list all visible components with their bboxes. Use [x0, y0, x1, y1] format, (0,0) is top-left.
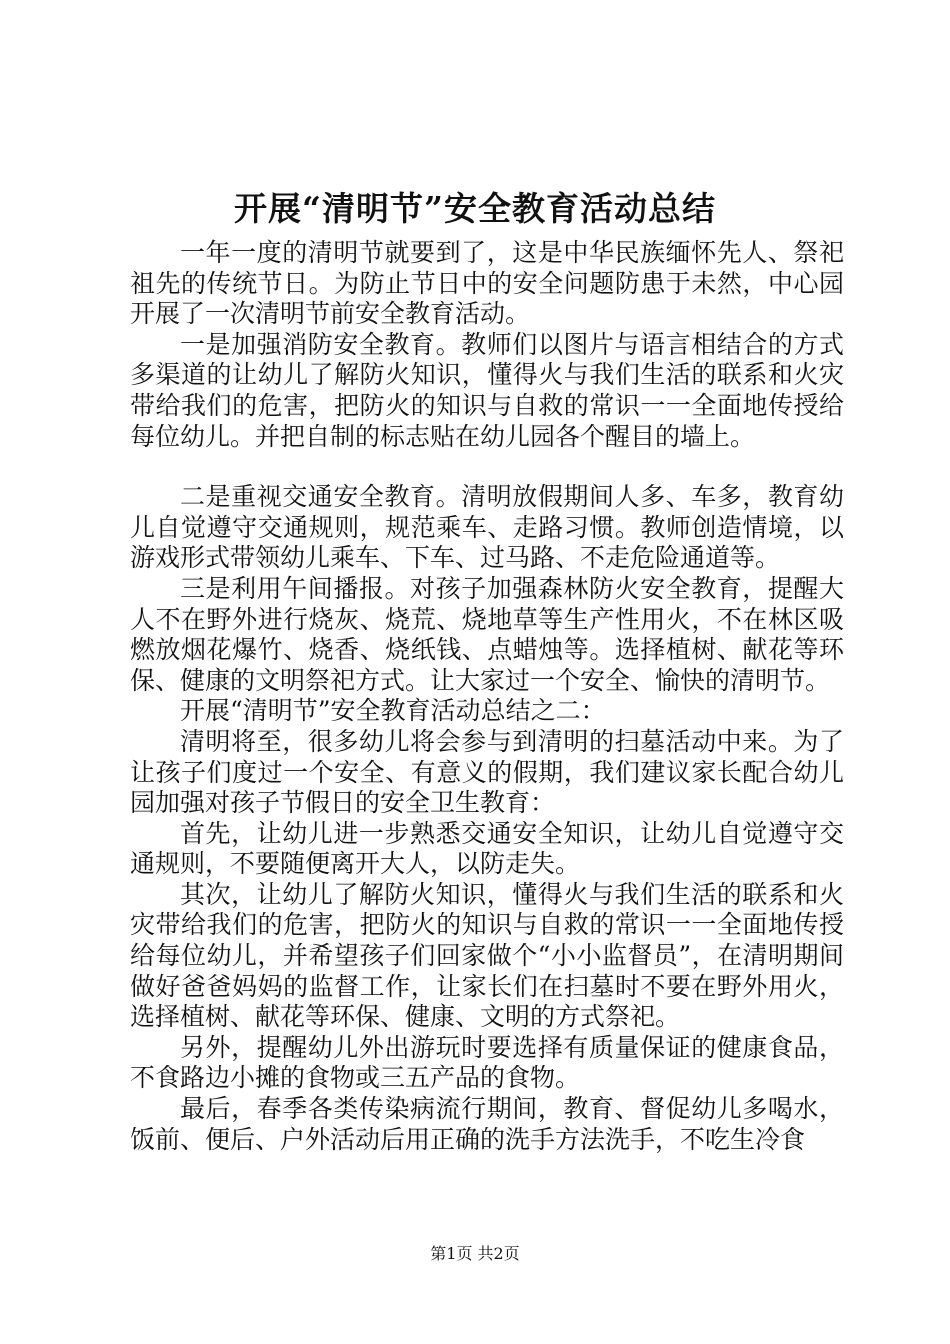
page-number: 第1页 [430, 1244, 473, 1263]
paragraph-first: 首先，让幼儿进一步熟悉交通安全知识，让幼儿自觉遵守交通规则，不要随便离开大人，以防走失。 [130, 818, 844, 879]
paragraph-traffic-safety: 二是重视交通安全教育。清明放假期间人多、车多，教育幼儿自觉遵守交通规则，规范乘车、走路习惯。教师创造情境，以游戏形式带领幼儿乘车、下车、过马路、不走危险通道等。 [130, 482, 844, 573]
page-total: 共2页 [477, 1244, 520, 1263]
paragraph-qingming-intro: 清明将至，很多幼儿将会参与到清明的扫墓活动中来。为了让孩子们度过一个安全、有意义的假期，我们建议家长配合幼儿园加强对孩子节假日的安全卫生教育： [130, 726, 844, 818]
page-footer [0, 1244, 950, 1264]
paragraph-second: 其次，让幼儿了解防火知识，懂得火与我们生活的联系和火灾带给我们的危害，把防火的知识与自救的常识一一全面地传授给每位幼儿，并希望孩子们回家做个“小小监督员”，在清明期间做好爸爸妈妈的监督工作，让家长们在扫墓时不要在野外用火，选择植树、献花等环保、健康、文明的方式祭祀。 [130, 879, 844, 1032]
document-title: 开展“清明节”安全教育活动总结 [234, 189, 716, 228]
section-subtitle: 开展“清明节”安全教育活动总结之二： [180, 696, 606, 726]
document-body [130, 238, 844, 1155]
paragraph-also: 另外，提醒幼儿外出游玩时要选择有质量保证的健康食品，不食路边小摊的食物或三五产品的食物。 [130, 1032, 844, 1093]
paragraph-noon-broadcast: 三是利用午间播报。对孩子加强森林防火安全教育，提醒大人不在野外进行烧灰、烧荒、烧地草等生产性用火，不在林区吸燃放烟花爆竹、烧香、烧纸钱、点蜡烛等。选择植树、献花等环保、健康的文明祭祀方式。让大家过一个安全、愉快的清明节。 [130, 573, 844, 695]
paragraph-finally: 最后，春季各类传染病流行期间，教育、督促幼儿多喝水，饭前、便后、户外活动后用正确的洗手方法洗手，不吃生冷食 [130, 1094, 844, 1154]
paragraph-intro: 一年一度的清明节就要到了，这是中华民族缅怀先人、祭祀祖先的传统节日。为防止节日中的安全问题防患于未然，中心园开展了一次清明节前安全教育活动。 [130, 238, 844, 329]
paragraph-fire-safety: 一是加强消防安全教育。教师们以图片与语言相结合的方式多渠道的让幼儿了解防火知识，懂得火与我们生活的联系和火灾带给我们的危害，把防火的知识与自救的常识一一全面地传授给每位幼儿。并把自制的标志贴在幼儿园各个醒目的墙上。 [130, 329, 844, 451]
